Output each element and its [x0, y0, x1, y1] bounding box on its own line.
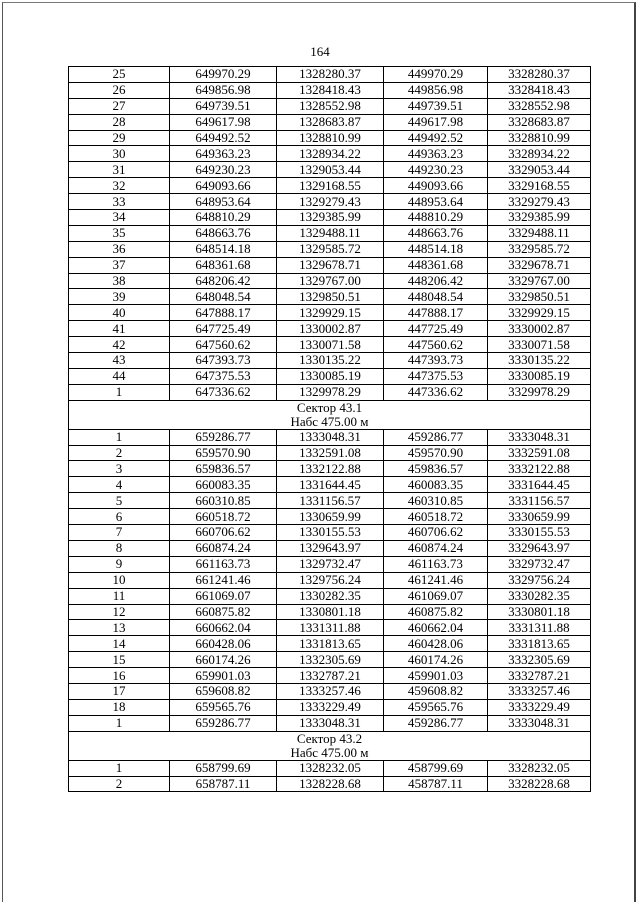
coordinate-cell: 3329385.99 — [488, 210, 591, 226]
coordinate-cell: 3328418.43 — [488, 82, 591, 98]
coordinate-cell: 460083.35 — [384, 477, 488, 493]
table-row — [69, 67, 591, 83]
coordinate-cell: 659286.77 — [170, 715, 277, 731]
coordinate-cell: 3333257.46 — [488, 683, 591, 699]
coordinate-cell: 1330085.19 — [277, 368, 384, 384]
point-number-cell: 25 — [69, 67, 170, 83]
table-row — [69, 429, 591, 445]
table-row — [69, 572, 591, 588]
coordinate-cell: 660428.06 — [170, 636, 277, 652]
table-row — [69, 162, 591, 178]
table-row — [69, 210, 591, 226]
point-number-cell: 28 — [69, 114, 170, 130]
coordinate-cell: 460662.04 — [384, 620, 488, 636]
coordinate-cell: 647375.53 — [170, 368, 277, 384]
coordinate-cell: 449856.98 — [384, 82, 488, 98]
table-row — [69, 98, 591, 114]
coordinate-cell: 461163.73 — [384, 556, 488, 572]
coordinate-cell: 3328810.99 — [488, 130, 591, 146]
coordinate-cell: 660174.26 — [170, 652, 277, 668]
coordinate-cell: 460310.85 — [384, 493, 488, 509]
coordinate-cell: 3330002.87 — [488, 321, 591, 337]
coordinate-cell: 647336.62 — [170, 384, 277, 400]
coordinate-cell: 1329678.71 — [277, 257, 384, 273]
table-row — [69, 82, 591, 98]
point-number-cell: 16 — [69, 668, 170, 684]
coordinate-cell: 658799.69 — [170, 760, 277, 776]
sector-header — [69, 400, 591, 429]
table-row — [69, 146, 591, 162]
coordinate-cell: 449739.51 — [384, 98, 488, 114]
table-row — [69, 652, 591, 668]
coordinate-cell: 648206.42 — [170, 273, 277, 289]
coordinate-cell: 1329767.00 — [277, 273, 384, 289]
sector-header — [69, 731, 591, 760]
coordinate-cell: 658787.11 — [170, 776, 277, 792]
coordinate-cell: 447560.62 — [384, 337, 488, 353]
point-number-cell: 10 — [69, 572, 170, 588]
sector-altitude: Набс 475.00 м — [290, 744, 369, 760]
table-row — [69, 668, 591, 684]
coordinate-cell: 1329978.29 — [277, 384, 384, 400]
point-number-cell: 38 — [69, 273, 170, 289]
table-row — [69, 604, 591, 620]
coordinates-table — [68, 66, 591, 792]
coordinate-cell: 459286.77 — [384, 429, 488, 445]
coordinate-cell: 1328232.05 — [277, 760, 384, 776]
table-row — [69, 114, 591, 130]
coordinate-cell: 1328683.87 — [277, 114, 384, 130]
coordinate-cell: 661069.07 — [170, 588, 277, 604]
coordinate-cell: 459565.76 — [384, 699, 488, 715]
coordinate-cell: 647393.73 — [170, 353, 277, 369]
coordinate-cell: 448361.68 — [384, 257, 488, 273]
table-row — [69, 194, 591, 210]
point-number-cell: 36 — [69, 241, 170, 257]
coordinate-cell: 1330282.35 — [277, 588, 384, 604]
table-row — [69, 178, 591, 194]
coordinate-cell: 1332591.08 — [277, 445, 384, 461]
coordinate-cell: 3329756.24 — [488, 572, 591, 588]
coordinate-cell: 660662.04 — [170, 620, 277, 636]
table-row — [69, 368, 591, 384]
coordinate-cell: 1329168.55 — [277, 178, 384, 194]
coordinate-cell: 659570.90 — [170, 445, 277, 461]
coordinate-cell: 3332591.08 — [488, 445, 591, 461]
table-row — [69, 445, 591, 461]
coordinate-cell: 649856.98 — [170, 82, 277, 98]
coordinate-cell: 1333048.31 — [277, 429, 384, 445]
point-number-cell: 35 — [69, 225, 170, 241]
coordinate-cell: 448953.64 — [384, 194, 488, 210]
coordinate-cell: 3329929.15 — [488, 305, 591, 321]
point-number-cell: 7 — [69, 525, 170, 541]
sector-header-row — [69, 400, 591, 429]
table-row — [69, 257, 591, 273]
coordinate-cell: 459570.90 — [384, 445, 488, 461]
table-row — [69, 509, 591, 525]
sector-altitude: Набс 475.00 м — [290, 413, 369, 429]
coordinate-cell: 3331813.65 — [488, 636, 591, 652]
coordinate-cell: 461241.46 — [384, 572, 488, 588]
coordinate-cell: 3330659.99 — [488, 509, 591, 525]
coordinate-cell: 1332122.88 — [277, 461, 384, 477]
coordinate-cell: 1331813.65 — [277, 636, 384, 652]
coordinate-cell: 460706.62 — [384, 525, 488, 541]
coordinate-cell: 3329678.71 — [488, 257, 591, 273]
coordinate-cell: 461069.07 — [384, 588, 488, 604]
point-number-cell: 1 — [69, 429, 170, 445]
coordinate-cell: 447888.17 — [384, 305, 488, 321]
coordinate-cell: 1333048.31 — [277, 715, 384, 731]
coordinate-cell: 1329732.47 — [277, 556, 384, 572]
point-number-cell: 18 — [69, 699, 170, 715]
point-number-cell: 37 — [69, 257, 170, 273]
coordinate-cell: 661163.73 — [170, 556, 277, 572]
coordinate-cell: 458787.11 — [384, 776, 488, 792]
coordinate-cell: 3330085.19 — [488, 368, 591, 384]
coordinate-cell: 448810.29 — [384, 210, 488, 226]
coordinates-table-body — [69, 67, 591, 792]
coordinate-cell: 3328683.87 — [488, 114, 591, 130]
coordinate-cell: 449093.66 — [384, 178, 488, 194]
point-number-cell: 34 — [69, 210, 170, 226]
coordinate-cell: 1333229.49 — [277, 699, 384, 715]
coordinate-cell: 3330155.53 — [488, 525, 591, 541]
table-row — [69, 556, 591, 572]
table-row — [69, 760, 591, 776]
coordinate-cell: 3329585.72 — [488, 241, 591, 257]
coordinate-cell: 648663.76 — [170, 225, 277, 241]
coordinate-cell: 3333048.31 — [488, 429, 591, 445]
point-number-cell: 8 — [69, 540, 170, 556]
coordinate-cell: 1329279.43 — [277, 194, 384, 210]
table-row — [69, 321, 591, 337]
point-number-cell: 43 — [69, 353, 170, 369]
coordinate-cell: 3330282.35 — [488, 588, 591, 604]
table-row — [69, 337, 591, 353]
coordinate-cell: 460874.24 — [384, 540, 488, 556]
table-row — [69, 130, 591, 146]
coordinate-cell: 447725.49 — [384, 321, 488, 337]
table-row — [69, 683, 591, 699]
point-number-cell: 1 — [69, 760, 170, 776]
coordinate-cell: 660310.85 — [170, 493, 277, 509]
coordinate-cell: 3328280.37 — [488, 67, 591, 83]
coordinate-cell: 3329767.00 — [488, 273, 591, 289]
table-row — [69, 493, 591, 509]
table-row — [69, 525, 591, 541]
table-row — [69, 225, 591, 241]
coordinate-cell: 3328552.98 — [488, 98, 591, 114]
point-number-cell: 15 — [69, 652, 170, 668]
table-row — [69, 461, 591, 477]
coordinate-cell: 3328232.05 — [488, 760, 591, 776]
point-number-cell: 14 — [69, 636, 170, 652]
coordinate-cell: 648361.68 — [170, 257, 277, 273]
point-number-cell: 4 — [69, 477, 170, 493]
coordinate-cell: 3333048.31 — [488, 715, 591, 731]
point-number-cell: 27 — [69, 98, 170, 114]
coordinate-cell: 649739.51 — [170, 98, 277, 114]
table-row — [69, 241, 591, 257]
coordinate-cell: 659901.03 — [170, 668, 277, 684]
point-number-cell: 1 — [69, 715, 170, 731]
table-row — [69, 273, 591, 289]
coordinate-cell: 447375.53 — [384, 368, 488, 384]
coordinate-cell: 3331644.45 — [488, 477, 591, 493]
coordinate-cell: 3329732.47 — [488, 556, 591, 572]
point-number-cell: 31 — [69, 162, 170, 178]
table-row — [69, 384, 591, 400]
coordinate-cell: 3329279.43 — [488, 194, 591, 210]
sector-title: Сектор 43.1 — [296, 400, 363, 415]
point-number-cell: 1 — [69, 384, 170, 400]
coordinate-cell: 459286.77 — [384, 715, 488, 731]
coordinate-cell: 448514.18 — [384, 241, 488, 257]
coordinate-cell: 649093.66 — [170, 178, 277, 194]
coordinate-cell: 448206.42 — [384, 273, 488, 289]
coordinate-cell: 1328418.43 — [277, 82, 384, 98]
coordinate-cell: 1330801.18 — [277, 604, 384, 620]
coordinate-cell: 649363.23 — [170, 146, 277, 162]
coordinate-cell: 3328934.22 — [488, 146, 591, 162]
coordinate-cell: 649230.23 — [170, 162, 277, 178]
table-row — [69, 477, 591, 493]
table-row — [69, 588, 591, 604]
coordinate-cell: 1328228.68 — [277, 776, 384, 792]
coordinate-cell: 1330002.87 — [277, 321, 384, 337]
coordinate-cell: 1329585.72 — [277, 241, 384, 257]
sector-title: Сектор 43.2 — [296, 731, 363, 746]
coordinate-cell: 660874.24 — [170, 540, 277, 556]
coordinate-cell: 460875.82 — [384, 604, 488, 620]
point-number-cell: 5 — [69, 493, 170, 509]
coordinate-cell: 448048.54 — [384, 289, 488, 305]
table-row — [69, 620, 591, 636]
table-row — [69, 289, 591, 305]
coordinate-cell: 659608.82 — [170, 683, 277, 699]
table-row — [69, 699, 591, 715]
coordinate-cell: 1330659.99 — [277, 509, 384, 525]
point-number-cell: 30 — [69, 146, 170, 162]
coordinate-cell: 449363.23 — [384, 146, 488, 162]
coordinate-cell: 649970.29 — [170, 67, 277, 83]
point-number-cell: 44 — [69, 368, 170, 384]
coordinate-cell: 1331644.45 — [277, 477, 384, 493]
point-number-cell: 33 — [69, 194, 170, 210]
coordinate-cell: 460518.72 — [384, 509, 488, 525]
coordinate-cell: 459608.82 — [384, 683, 488, 699]
coordinate-cell: 3328228.68 — [488, 776, 591, 792]
coordinate-cell: 449617.98 — [384, 114, 488, 130]
coordinate-cell: 661241.46 — [170, 572, 277, 588]
coordinate-cell: 3332305.69 — [488, 652, 591, 668]
point-number-cell: 40 — [69, 305, 170, 321]
point-number-cell: 29 — [69, 130, 170, 146]
point-number-cell: 2 — [69, 445, 170, 461]
coordinate-cell: 659286.77 — [170, 429, 277, 445]
page-number: 164 — [310, 44, 330, 59]
point-number-cell: 39 — [69, 289, 170, 305]
coordinate-cell: 448663.76 — [384, 225, 488, 241]
table-row — [69, 353, 591, 369]
coordinate-cell: 649617.98 — [170, 114, 277, 130]
coordinate-cell: 460428.06 — [384, 636, 488, 652]
coordinate-cell: 660518.72 — [170, 509, 277, 525]
coordinate-cell: 3329488.11 — [488, 225, 591, 241]
coordinate-cell: 659565.76 — [170, 699, 277, 715]
coordinate-cell: 1331156.57 — [277, 493, 384, 509]
coordinate-cell: 459901.03 — [384, 668, 488, 684]
coordinate-cell: 447336.62 — [384, 384, 488, 400]
table-row — [69, 305, 591, 321]
coordinate-cell: 648048.54 — [170, 289, 277, 305]
coordinate-cell: 458799.69 — [384, 760, 488, 776]
coordinate-cell: 3329850.51 — [488, 289, 591, 305]
coordinate-cell: 660875.82 — [170, 604, 277, 620]
coordinate-cell: 1329929.15 — [277, 305, 384, 321]
coordinate-cell: 1328552.98 — [277, 98, 384, 114]
coordinate-cell: 1328810.99 — [277, 130, 384, 146]
point-number-cell: 2 — [69, 776, 170, 792]
coordinate-cell: 1332305.69 — [277, 652, 384, 668]
coordinate-cell: 3331311.88 — [488, 620, 591, 636]
coordinate-cell: 449970.29 — [384, 67, 488, 83]
coordinate-cell: 648514.18 — [170, 241, 277, 257]
coordinate-cell: 1328280.37 — [277, 67, 384, 83]
coordinate-cell: 659836.57 — [170, 461, 277, 477]
coordinate-cell: 3330135.22 — [488, 353, 591, 369]
coordinate-cell: 1332787.21 — [277, 668, 384, 684]
coordinate-cell: 1329850.51 — [277, 289, 384, 305]
coordinate-cell: 1329053.44 — [277, 162, 384, 178]
coordinate-cell: 660083.35 — [170, 477, 277, 493]
table-row — [69, 776, 591, 792]
point-number-cell: 17 — [69, 683, 170, 699]
coordinate-cell: 447393.73 — [384, 353, 488, 369]
coordinate-cell: 1330071.58 — [277, 337, 384, 353]
point-number-cell: 42 — [69, 337, 170, 353]
point-number-cell: 41 — [69, 321, 170, 337]
sector-header-row — [69, 731, 591, 760]
table-row — [69, 715, 591, 731]
coordinate-cell: 3329643.97 — [488, 540, 591, 556]
point-number-cell: 6 — [69, 509, 170, 525]
point-number-cell: 32 — [69, 178, 170, 194]
coordinate-cell: 3330801.18 — [488, 604, 591, 620]
coordinate-cell: 1328934.22 — [277, 146, 384, 162]
coordinate-cell: 3329978.29 — [488, 384, 591, 400]
coordinate-cell: 3330071.58 — [488, 337, 591, 353]
coordinate-cell: 1331311.88 — [277, 620, 384, 636]
coordinate-cell: 3333229.49 — [488, 699, 591, 715]
point-number-cell: 9 — [69, 556, 170, 572]
coordinate-cell: 1330155.53 — [277, 525, 384, 541]
coordinate-cell: 647888.17 — [170, 305, 277, 321]
coordinate-cell: 647560.62 — [170, 337, 277, 353]
coordinate-cell: 1329756.24 — [277, 572, 384, 588]
coordinate-cell: 3332122.88 — [488, 461, 591, 477]
coordinate-cell: 3329168.55 — [488, 178, 591, 194]
point-number-cell: 13 — [69, 620, 170, 636]
coordinate-cell: 459836.57 — [384, 461, 488, 477]
coordinate-cell: 449492.52 — [384, 130, 488, 146]
coordinate-cell: 648953.64 — [170, 194, 277, 210]
coordinate-cell: 1329488.11 — [277, 225, 384, 241]
table-row — [69, 636, 591, 652]
coordinate-cell: 648810.29 — [170, 210, 277, 226]
coordinate-cell: 3331156.57 — [488, 493, 591, 509]
coordinate-cell: 647725.49 — [170, 321, 277, 337]
coordinate-cell: 1329385.99 — [277, 210, 384, 226]
coordinate-cell: 1333257.46 — [277, 683, 384, 699]
table-row — [69, 540, 591, 556]
coordinate-cell: 1330135.22 — [277, 353, 384, 369]
coordinate-cell: 649492.52 — [170, 130, 277, 146]
point-number-cell: 11 — [69, 588, 170, 604]
coordinate-cell: 3332787.21 — [488, 668, 591, 684]
coordinate-cell: 1329643.97 — [277, 540, 384, 556]
point-number-cell: 3 — [69, 461, 170, 477]
coordinate-cell: 449230.23 — [384, 162, 488, 178]
point-number-cell: 26 — [69, 82, 170, 98]
coordinate-cell: 460174.26 — [384, 652, 488, 668]
coordinate-cell: 3329053.44 — [488, 162, 591, 178]
coordinate-cell: 660706.62 — [170, 525, 277, 541]
point-number-cell: 12 — [69, 604, 170, 620]
